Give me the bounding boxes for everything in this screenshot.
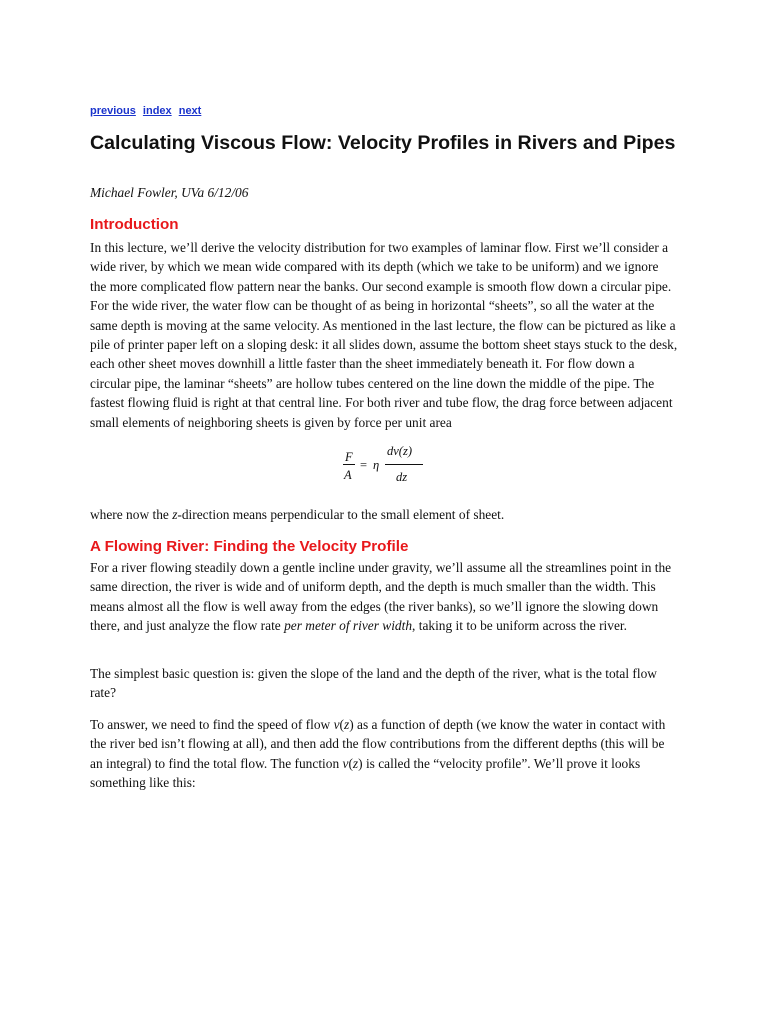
variable-v: v bbox=[342, 755, 349, 771]
next-link[interactable]: next bbox=[178, 105, 202, 117]
equation-explanation bbox=[90, 505, 678, 524]
variable-z: z bbox=[172, 507, 178, 522]
text-span: ( bbox=[348, 755, 353, 771]
text-span: ( bbox=[339, 717, 344, 732]
eq-lhs-denominator: A bbox=[344, 468, 352, 482]
text-span: To answer, we need to find the speed of flow bbox=[90, 717, 334, 732]
eq-equals: = bbox=[360, 458, 368, 472]
river-paragraph-3 bbox=[90, 715, 678, 793]
text-span: , taking it to be uniform across the river. bbox=[412, 618, 627, 634]
emphasis-text: per meter of river width bbox=[284, 618, 413, 634]
variable-z: z bbox=[344, 717, 350, 732]
river-paragraph-2: The simplest basic question is: given the slope of the land and the depth of the river, what is the total flow rate? bbox=[90, 666, 657, 701]
page-title: Calculating Viscous Flow: Velocity Profiles in Rivers and Pipes bbox=[90, 132, 676, 154]
heading-introduction: Introduction bbox=[90, 216, 179, 233]
text-span: where now the bbox=[90, 507, 173, 522]
eq-lhs-numerator: F bbox=[345, 450, 353, 464]
nav-links bbox=[90, 104, 205, 118]
eq-eta: η bbox=[373, 458, 380, 472]
drag-force-equation bbox=[343, 446, 443, 488]
text-span: ) as a function of depth (we know the water in contact with the river bed isn’t flowing at all), and then add the flow contributions from the different depths (this will be an integral) to find the total flow. The function bbox=[90, 717, 666, 771]
index-link[interactable]: index bbox=[142, 105, 172, 117]
text-span: -direction means perpendicular to the small element of sheet. bbox=[177, 507, 505, 522]
river-paragraph-1 bbox=[90, 558, 678, 636]
heading-flowing-river: A Flowing River: Finding the Velocity Profile bbox=[90, 538, 409, 555]
eq-rhs-denominator: dz bbox=[396, 470, 408, 484]
text-span: ) is called the “velocity profile”. We’ll prove it looks something like this: bbox=[90, 755, 641, 791]
eq-rhs-fraction-bar bbox=[385, 464, 423, 465]
eq-rhs-numerator: dv(z) bbox=[387, 444, 412, 458]
intro-paragraph: In this lecture, we’ll derive the velocity distribution for two examples of laminar flow. First we’ll consider a wide river, by which we mean wide compared with its depth (which we take to be uniform) and we ignore the more complicated flow pattern near the banks. Our second example is smooth flow down a circular pipe. For the wide river, the water flow can be thought of as being in horizontal “sheets”, so all the water at the same depth is moving at the same velocity. As mentioned in the last lecture, the flow can be pictured as like a pile of printer paper left on a sloping desk: it all slides down, assume the bottom sheet stays stuck to the desk, each other sheet moves downhill a little faster than the sheet immediately beneath it. For flow down a circular pipe, the laminar “sheets” are hollow tubes centered on the line down the middle of the pipe. The fastest flowing fluid is right at that central line. For both river and tube flow, the drag force between adjacent small elements of neighboring sheets is given by force per unit area bbox=[90, 240, 678, 430]
eq-lhs-fraction-bar bbox=[343, 464, 355, 465]
previous-link[interactable]: previous bbox=[90, 105, 136, 117]
variable-z: z bbox=[352, 755, 359, 771]
variable-v: v bbox=[333, 717, 340, 732]
byline: Michael Fowler, UVa 6/12/06 bbox=[90, 185, 249, 200]
text-span: For a river flowing steadily down a gentle incline under gravity, we’ll assume all the streamlines point in the same direction, the river is wide and of uniform depth, and the depth is much smaller than the width. This means almost all the flow is well away from the edges (the river banks), so we’ll ignore the slowing down there, and just analyze the flow rate bbox=[90, 560, 672, 634]
